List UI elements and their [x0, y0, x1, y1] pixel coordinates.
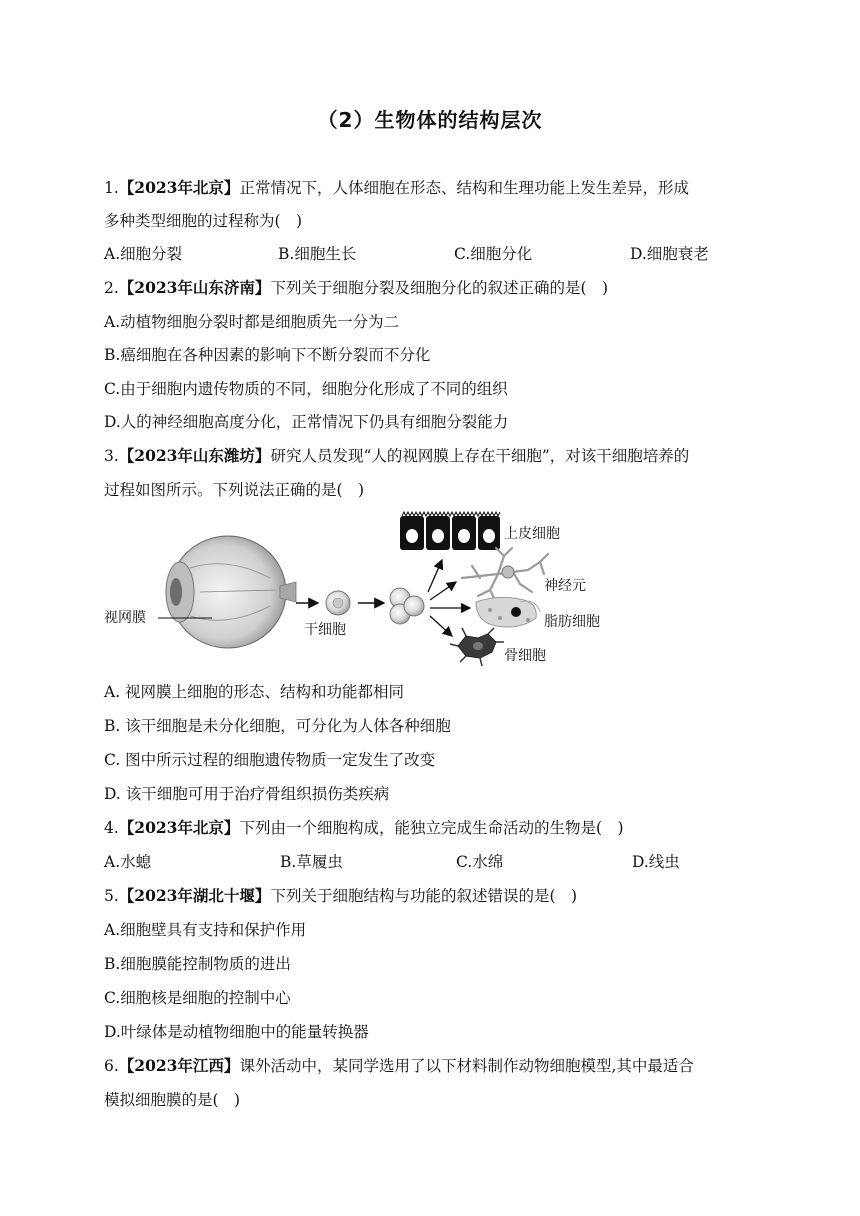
option-d: D.线虫	[632, 853, 680, 871]
option-a: A.细胞壁具有支持和保护作用	[104, 921, 307, 939]
option-c: C.细胞分化	[454, 245, 533, 263]
question-source: 【2023年江西】	[118, 1056, 240, 1075]
question-stem: 研究人员发现“人的视网膜上存在干细胞”，对该干细胞培养的	[270, 447, 690, 465]
question-2-stem	[104, 276, 608, 300]
option-d: D.叶绿体是动植物细胞中的能量转换器	[104, 1023, 369, 1041]
question-number: 4.	[104, 819, 119, 837]
question-source: 【2023年北京】	[118, 178, 240, 197]
question-3-stem-line-2: 过程如图所示。下列说法正确的是( )	[104, 481, 365, 499]
option-c: C. 图中所示过程的细胞遗传物质一定发生了改变	[104, 751, 436, 769]
question-source: 【2023年山东济南】	[118, 278, 271, 297]
label-epithelial: 上皮细胞	[504, 526, 560, 542]
arrow	[430, 616, 452, 636]
option-d: D.人的神经细胞高度分化，正常情况下仍具有细胞分裂能力	[104, 413, 509, 431]
question-stem: 下列关于细胞结构与功能的叙述错误的是( )	[270, 887, 578, 905]
question-1-stem-line-1	[104, 176, 689, 200]
label-neuron: 神经元	[544, 578, 586, 594]
option-a: A.细胞分裂	[104, 245, 183, 263]
epithelial-cells-image	[400, 512, 500, 550]
option-c: C.由于细胞内遗传物质的不同，细胞分化形成了不同的组织	[104, 380, 508, 398]
stem-cell-differentiation-figure	[100, 508, 620, 674]
question-number: 3.	[104, 447, 119, 465]
label-retina: 视网膜	[104, 610, 146, 626]
option-b: B.癌细胞在各种因素的影响下不断分裂而不分化	[104, 346, 431, 364]
option-b: B.草履虫	[280, 853, 343, 871]
fat-cells-image	[476, 597, 540, 627]
question-stem: 下列关于细胞分裂及细胞分化的叙述正确的是( )	[270, 279, 609, 297]
question-number: 2.	[104, 279, 119, 297]
option-a: A.动植物细胞分裂时都是细胞质先一分为二	[104, 313, 400, 331]
label-stem-cell: 干细胞	[304, 622, 346, 638]
nucleus	[333, 598, 343, 608]
question-1-stem-line-2: 多种类型细胞的过程称为( )	[104, 212, 303, 230]
option-a: A.水螅	[104, 853, 152, 871]
question-source: 【2023年山东潍坊】	[118, 446, 271, 465]
question-stem: 正常情况下，人体细胞在形态、结构和生理功能上发生差异，形成	[239, 179, 689, 197]
question-4-stem	[104, 816, 624, 840]
option-b: B. 该干细胞是未分化细胞，可分化为人体各种细胞	[104, 717, 451, 735]
option-d: D. 该干细胞可用于治疗骨组织损伤类疾病	[104, 785, 390, 803]
bone-cell-image	[450, 628, 504, 666]
arrow	[428, 560, 442, 592]
option-a: A. 视网膜上细胞的形态、结构和功能都相同	[104, 683, 405, 701]
question-6-stem-line-1	[104, 1054, 694, 1078]
question-number: 5.	[104, 887, 119, 905]
question-3-stem-line-1	[104, 444, 689, 468]
label-fat: 脂肪细胞	[544, 614, 600, 630]
label-bone: 骨细胞	[504, 648, 546, 664]
question-number: 6.	[104, 1057, 119, 1075]
question-stem: 课外活动中，某同学选用了以下材料制作动物细胞模型,其中最适合	[239, 1057, 694, 1075]
option-d: D.细胞衰老	[630, 245, 709, 263]
question-source: 【2023年湖北十堰】	[118, 886, 271, 905]
option-c: C.细胞核是细胞的控制中心	[104, 989, 291, 1007]
question-source: 【2023年北京】	[118, 818, 240, 837]
question-6-stem-line-2: 模拟细胞膜的是( )	[104, 1091, 241, 1109]
option-c: C.水绵	[456, 853, 504, 871]
page-title: （2）生物体的结构层次	[317, 108, 543, 132]
dividing-cells-image	[390, 588, 424, 624]
question-stem: 下列由一个细胞构成，能独立完成生命活动的生物是( )	[239, 819, 624, 837]
option-b: B.细胞生长	[278, 245, 357, 263]
arrow	[430, 582, 456, 600]
neuron-body	[502, 566, 514, 578]
eyeball-image	[166, 536, 296, 648]
question-number: 1.	[104, 179, 119, 197]
option-b: B.细胞膜能控制物质的进出	[104, 955, 291, 973]
question-5-stem	[104, 884, 577, 908]
